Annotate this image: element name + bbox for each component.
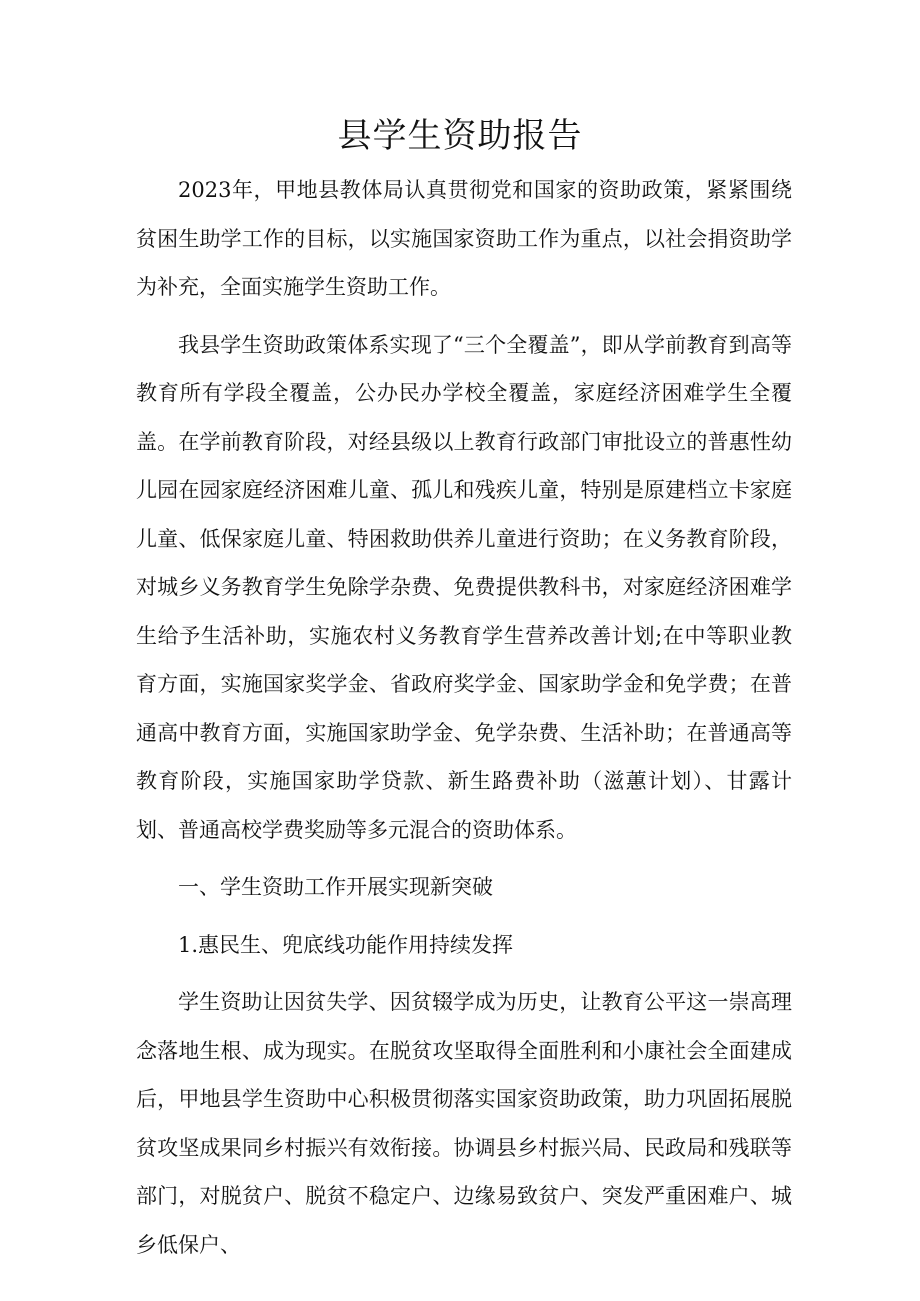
document-title: 县学生资助报告 — [337, 116, 583, 156]
section-heading: 一、学生资助工作开展实现新突破 — [178, 875, 493, 899]
paragraph-intro: 2023年，甲地县教体局认真贯彻党和国家的资助政策，紧紧围绕贫困生助学工作的目标，以实施国家资助工作为重点，以社会捐资助学为补充，全面实施学生资助工作。 — [136, 178, 792, 299]
subsection-heading: 1.惠民生、兜底线功能作用持续发挥 — [178, 932, 514, 957]
paragraph-livelihood: 学生资助让因贫失学、因贫辍学成为历史，让教育公平这一崇高理念落地生根、成为现实。在脱贫攻坚取得全面胜利和小康社会全面建成后，甲地县学生资助中心积极贯彻落实国家资助政策，助力巩固拓展脱贫攻坚成果同乡村振兴有效衔接。协调县乡村振兴局、民政局和残联等部门，对脱贫户、脱贫不稳定户、边缘易致贫户、突发严重困难户、城乡低保户、 — [136, 990, 792, 1257]
document-body — [136, 166, 792, 1278]
paragraph-policy-system: 我县学生资助政策体系实现了“三个全覆盖”，即从学前教育到高等教育所有学段全覆盖，公办民办学校全覆盖，家庭经济困难学生全覆盖。在学前教育阶段，对经县级以上教育行政部门审批设立的普惠性幼儿园在园家庭经济困难儿童、孤儿和残疾儿童，特别是原建档立卡家庭儿童、低保家庭儿童、特困救助供养儿童进行资助；在义务教育阶段，对城乡义务教育学生免除学杂费、免费提供教科书，对家庭经济困难学生给予生活补助，实施农村义务教育学生营养改善计划;在中等职业教育方面，实施国家奖学金、省政府奖学金、国家助学金和免学费；在普通高中教育方面，实施国家助学金、免学杂费、生活补助；在普通高等教育阶段，实施国家助学贷款、新生路费补助（滋蕙计划）、甘露计划、普通高校学费奖励等多元混合的资助体系。 — [136, 332, 792, 842]
